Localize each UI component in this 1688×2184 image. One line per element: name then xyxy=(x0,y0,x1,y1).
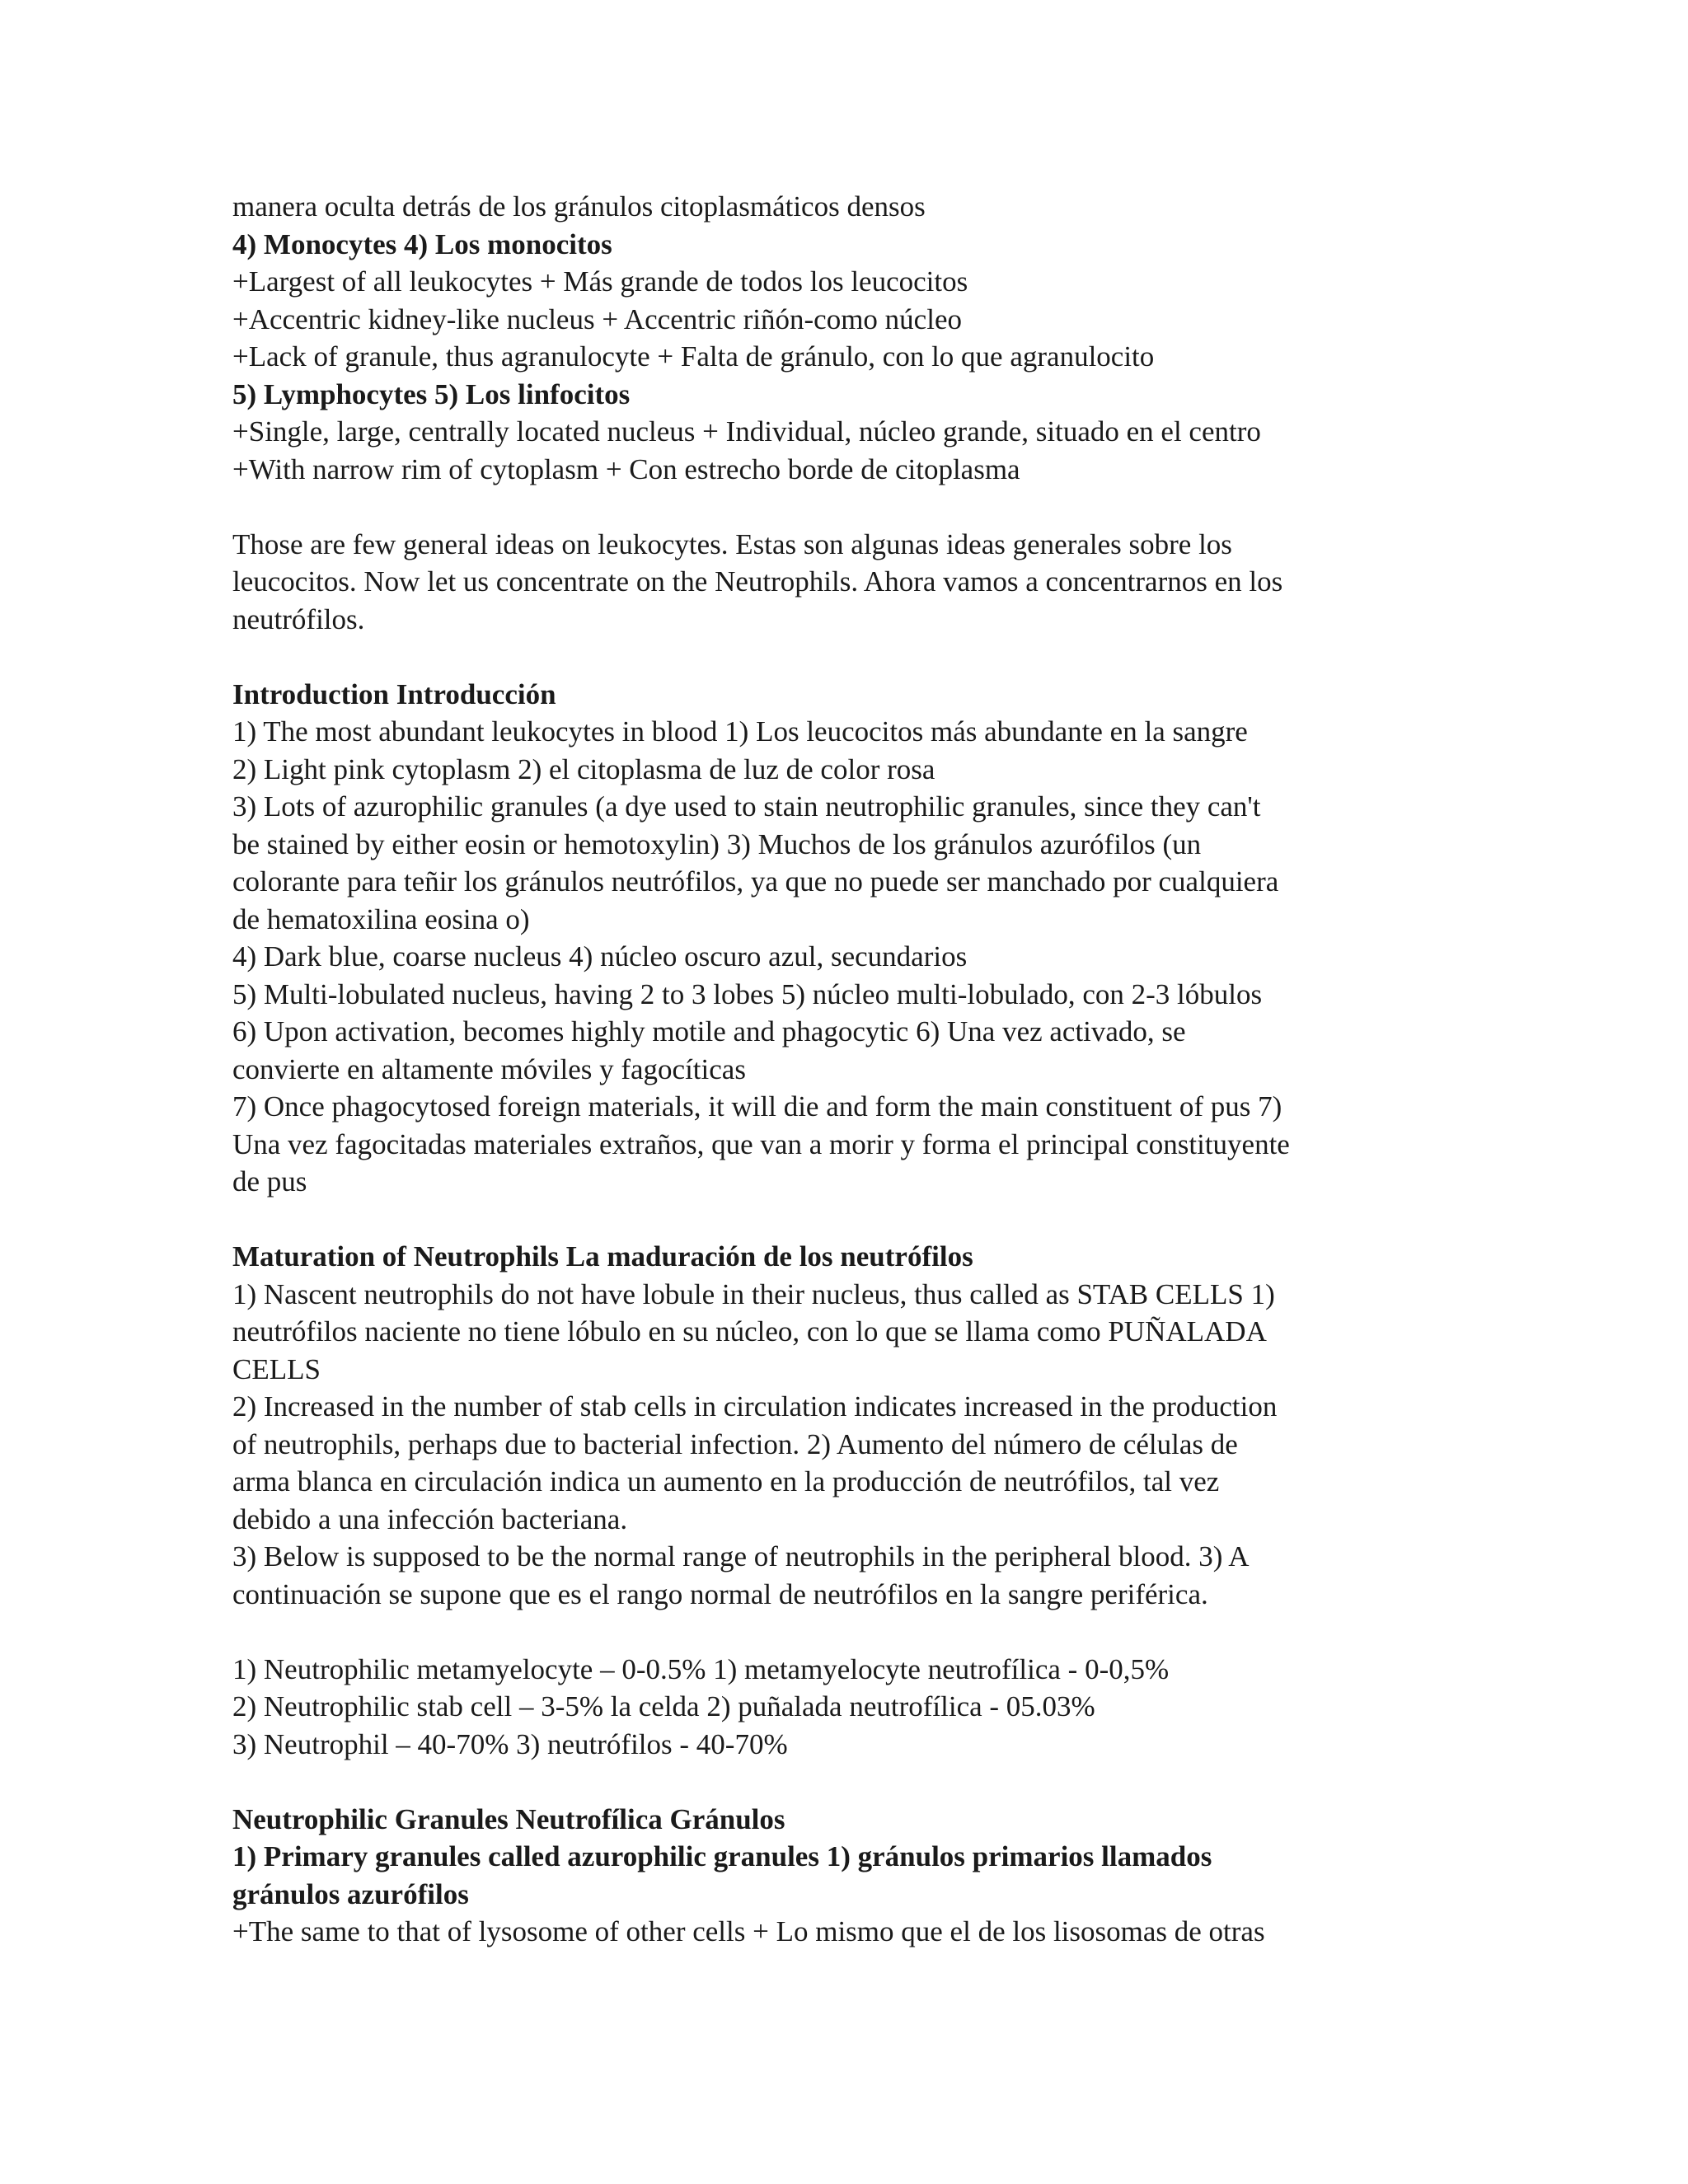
blank-line xyxy=(232,1763,1444,1801)
text-line: debido a una infección bacteriana. xyxy=(232,1502,628,1535)
text-line: +The same to that of lysosome of other cells + Lo mismo que el de los lisosomas de otras xyxy=(232,1915,1265,1947)
text-line: 3) Below is supposed to be the normal range of neutrophils in the peripheral blood. 3) A xyxy=(232,1540,1250,1572)
text-line: neutrófilos naciente no tiene lóbulo en su núcleo, con lo que se llama como PUÑALADA xyxy=(232,1315,1267,1347)
text-line: +Accentric kidney-like nucleus + Accentric riñón-como núcleo xyxy=(232,302,962,335)
blank-line xyxy=(232,488,1444,526)
text-line: Those are few general ideas on leukocytes. Estas son algunas ideas generales sobre los xyxy=(232,527,1232,560)
text-line: +Single, large, centrally located nucleus + Individual, núcleo grande, situado en el centro xyxy=(232,415,1261,448)
text-line: de pus xyxy=(232,1165,307,1197)
text-line: +Lack of granule, thus agranulocyte + Falta de gránulo, con lo que agranulocito xyxy=(232,340,1155,373)
text-line: neutrófilos. xyxy=(232,602,365,635)
heading-line: gránulos azurófilos xyxy=(232,1877,469,1910)
text-line: arma blanca en circulación indica un aumento en la producción de neutrófilos, tal vez xyxy=(232,1465,1220,1497)
text-line: 2) Neutrophilic stab cell – 3-5% la celda 2) puñalada neutrofílica - 05.03% xyxy=(232,1690,1095,1722)
text-line: CELLS xyxy=(232,1352,321,1385)
heading-line: 1) Primary granules called azurophilic granules 1) gránulos primarios llamados xyxy=(232,1840,1212,1872)
text-line: 3) Lots of azurophilic granules (a dye used to stain neutrophilic granules, since they can't xyxy=(232,790,1261,823)
text-line: leucocitos. Now let us concentrate on the Neutrophils. Ahora vamos a concentrarnos en los xyxy=(232,565,1283,598)
blank-line xyxy=(232,1613,1444,1651)
text-line: manera oculta detrás de los gránulos citoplasmáticos densos xyxy=(232,190,926,223)
blank-line xyxy=(232,638,1444,676)
text-line: of neutrophils, perhaps due to bacterial infection. 2) Aumento del número de células de xyxy=(232,1427,1238,1460)
document-body xyxy=(232,188,1444,1951)
text-line: be stained by either eosin or hemotoxylin) 3) Muchos de los gránulos azurófilos (un xyxy=(232,827,1202,860)
text-line: 1) Nascent neutrophils do not have lobule in their nucleus, thus called as STAB CELLS 1) xyxy=(232,1277,1275,1310)
heading-line: Maturation of Neutrophils La maduración de los neutrófilos xyxy=(232,1240,973,1272)
text-line: 7) Once phagocytosed foreign materials, it will die and form the main constituent of pus 7) xyxy=(232,1090,1282,1122)
text-line: Una vez fagocitadas materiales extraños, que van a morir y forma el principal constituyente xyxy=(232,1127,1290,1160)
heading-line: Introduction Introducción xyxy=(232,677,556,710)
text-line: continuación se supone que es el rango normal de neutrófilos en la sangre periférica. xyxy=(232,1577,1208,1610)
text-line: +Largest of all leukocytes + Más grande de todos los leucocitos xyxy=(232,265,968,298)
text-line: de hematoxilina eosina o) xyxy=(232,902,530,935)
heading-line: 5) Lymphocytes 5) Los linfocitos xyxy=(232,377,631,410)
blank-line xyxy=(232,1201,1444,1239)
text-line: 2) Increased in the number of stab cells in circulation indicates increased in the production xyxy=(232,1390,1278,1422)
heading-line: Neutrophilic Granules Neutrofílica Gránulos xyxy=(232,1802,785,1835)
text-line: 1) Neutrophilic metamyelocyte – 0-0.5% 1) metamyelocyte neutrofílica - 0-0,5% xyxy=(232,1652,1170,1685)
text-line: 2) Light pink cytoplasm 2) el citoplasma de luz de color rosa xyxy=(232,752,935,785)
heading-line: 4) Monocytes 4) Los monocitos xyxy=(232,227,612,260)
text-line: 4) Dark blue, coarse nucleus 4) núcleo oscuro azul, secundarios xyxy=(232,940,968,972)
text-line: +With narrow rim of cytoplasm + Con estrecho borde de citoplasma xyxy=(232,452,1020,485)
text-line: 1) The most abundant leukocytes in blood 1) Los leucocitos más abundante en la sangre xyxy=(232,715,1248,748)
text-line: 3) Neutrophil – 40-70% 3) neutrófilos - 40-70% xyxy=(232,1727,788,1760)
text-line: 5) Multi-lobulated nucleus, having 2 to 3 lobes 5) núcleo multi-lobulado, con 2-3 lóbulos xyxy=(232,977,1263,1010)
text-line: colorante para teñir los gránulos neutrófilos, ya que no puede ser manchado por cualquiera xyxy=(232,865,1279,898)
text-line: 6) Upon activation, becomes highly motile and phagocytic 6) Una vez activado, se xyxy=(232,1015,1186,1047)
text-line: convierte en altamente móviles y fagocíticas xyxy=(232,1052,746,1085)
